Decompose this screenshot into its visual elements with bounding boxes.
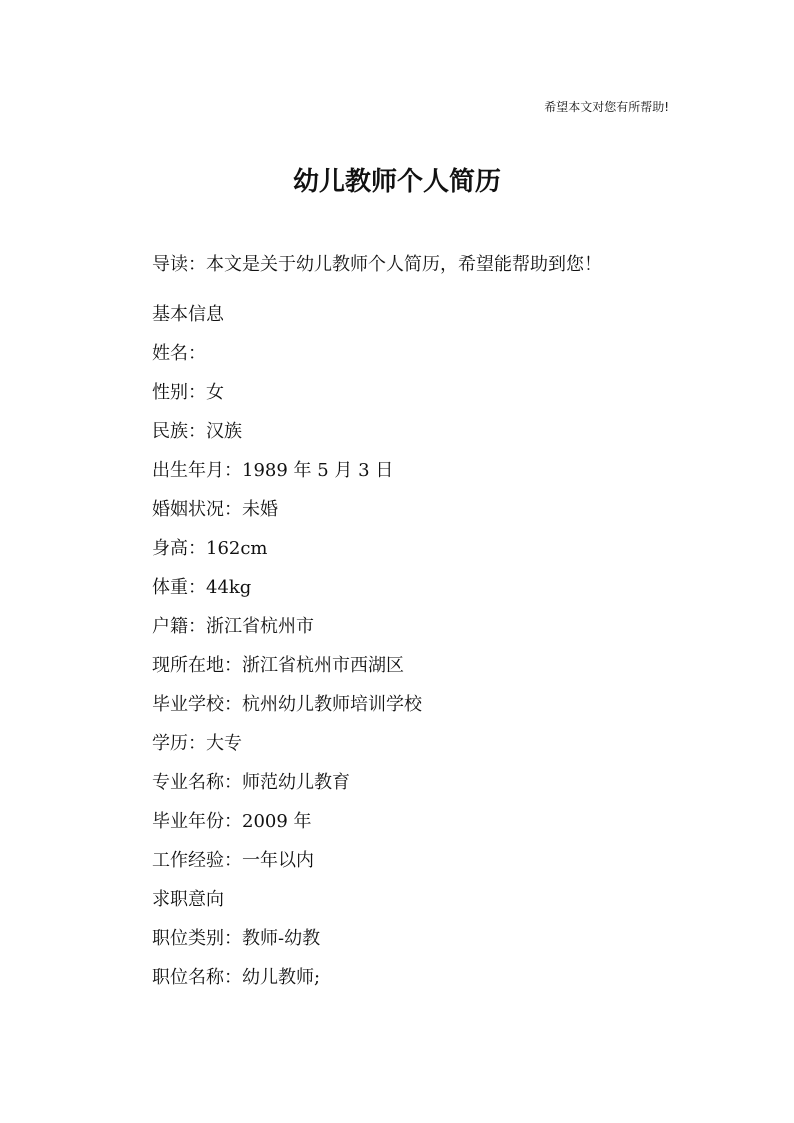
document-title: 幼儿教师个人简历	[292, 167, 501, 197]
field-height: 身高：162cm	[152, 538, 268, 559]
field-name: 姓名：	[152, 343, 206, 364]
field-current-location: 现所在地：浙江省杭州市西湖区	[152, 655, 404, 676]
field-education: 学历：大专	[152, 733, 242, 754]
header-note: 希望本文对您有所帮助!	[544, 100, 669, 114]
field-gender: 性别：女	[152, 382, 224, 403]
field-weight: 体重：44kg	[152, 577, 252, 598]
section-heading-job-intention: 求职意向	[152, 889, 224, 910]
field-major: 专业名称：师范幼儿教育	[152, 772, 350, 793]
field-ethnicity: 民族：汉族	[152, 421, 242, 442]
field-household-registration: 户籍：浙江省杭州市	[152, 616, 314, 637]
field-job-category: 职位类别：教师-幼教	[152, 928, 321, 949]
resume-content	[152, 302, 672, 1004]
intro-paragraph: 导读：本文是关于幼儿教师个人简历，希望能帮助到您！	[152, 254, 602, 275]
field-job-title: 职位名称：幼儿教师;	[152, 967, 321, 988]
field-graduation-year: 毕业年份：2009 年	[152, 811, 312, 832]
section-heading-basic-info: 基本信息	[152, 304, 224, 325]
field-marital-status: 婚姻状况：未婚	[152, 499, 278, 520]
field-work-experience: 工作经验：一年以内	[152, 850, 314, 871]
field-graduated-school: 毕业学校：杭州幼儿教师培训学校	[152, 694, 422, 715]
field-birth-date: 出生年月：1989 年 5 月 3 日	[152, 460, 394, 481]
